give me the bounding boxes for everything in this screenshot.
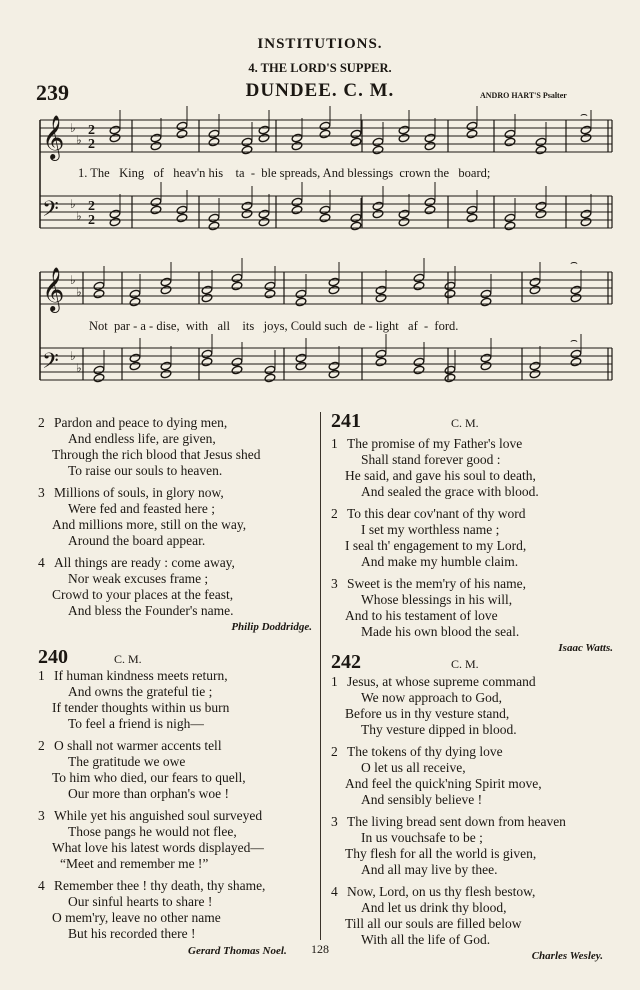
verse-3	[331, 814, 613, 878]
verse-line: I set my worthless name ;	[361, 522, 500, 537]
note-head	[264, 373, 276, 383]
note-head	[535, 137, 547, 147]
flat-sign-icon: ♭	[70, 349, 76, 363]
verse-2	[331, 744, 613, 808]
note-head	[504, 129, 516, 139]
verse-line: The gratitude we owe	[68, 754, 186, 769]
note-head	[109, 217, 121, 227]
verse-line: Our sinful hearts to share !	[68, 894, 213, 909]
note-head	[328, 361, 340, 371]
note-head	[201, 357, 213, 367]
flat-sign-icon: ♭	[76, 361, 82, 375]
hymn-241-heading	[331, 410, 611, 433]
note-head	[570, 285, 582, 295]
note-head	[231, 273, 243, 283]
verse-line: Whose blessings in his will,	[361, 592, 513, 607]
hymn-240-author: Gerard Thomas Noel.	[188, 945, 287, 957]
note-head	[93, 289, 105, 299]
verse-line: The promise of my Father's love	[347, 436, 523, 451]
note-head	[504, 221, 516, 231]
note-head	[413, 281, 425, 291]
note-head	[93, 281, 105, 291]
verse-number: 4	[38, 878, 45, 893]
note-head	[231, 357, 243, 367]
lyric-line-1: 1. The King of heav'n his ta - ble spreads, And blessings crown the board;	[78, 166, 491, 180]
verse-line: Jesus, at whose supreme command	[347, 674, 536, 689]
note-head	[129, 361, 141, 371]
hymn-241-author: Isaac Watts.	[558, 642, 613, 654]
note-head	[93, 373, 105, 383]
hymn-number-240: 240	[38, 646, 68, 668]
verse-2	[38, 738, 314, 802]
hymn-number-242: 242	[331, 651, 361, 673]
flat-sign-icon: ♭	[70, 121, 76, 135]
note-head	[291, 133, 303, 143]
note-head	[201, 349, 213, 359]
verse-line: Crowd to your places at the feast,	[52, 587, 234, 602]
verse-line: O let us all receive,	[361, 760, 466, 775]
note-head	[328, 369, 340, 379]
hymn-number-239: 239	[36, 80, 69, 105]
verse-line: Pardon and peace to dying men,	[54, 415, 228, 430]
time-signature: 2	[88, 137, 95, 152]
verse-line: If tender thoughts within us burn	[52, 700, 230, 715]
note-head	[480, 297, 492, 307]
note-head	[535, 201, 547, 211]
note-head	[241, 145, 253, 155]
note-head	[444, 289, 456, 299]
note-head	[264, 365, 276, 375]
verse-line: But his recorded there !	[68, 926, 196, 941]
verse-line: And all may live by thee.	[361, 862, 498, 877]
note-head	[150, 133, 162, 143]
verse-number: 2	[331, 506, 338, 521]
note-head	[480, 353, 492, 363]
verse-line: Our more than orphan's woe !	[68, 786, 230, 801]
verse-3	[38, 485, 314, 549]
verse-1	[331, 674, 613, 738]
page-number: 128	[311, 942, 329, 956]
verse-line: And let us drink thy blood,	[361, 900, 507, 915]
verse-line: Nor weak excuses frame ;	[68, 571, 209, 586]
verse-line: To this dear cov'nant of thy word	[347, 506, 526, 521]
verse-number: 3	[331, 576, 338, 591]
verse-1	[331, 436, 613, 500]
verse-line: Before us in thy vesture stand,	[345, 706, 510, 721]
note-head	[529, 361, 541, 371]
verse-2	[331, 506, 613, 570]
note-head	[424, 197, 436, 207]
note-head	[291, 141, 303, 151]
time-signature: 2	[88, 199, 95, 214]
note-head	[208, 221, 220, 231]
verse-1	[38, 668, 314, 732]
note-head	[319, 129, 331, 139]
note-head	[160, 361, 172, 371]
verse-line: The living bread sent down from heaven	[347, 814, 566, 829]
note-head	[350, 129, 362, 139]
note-head	[208, 129, 220, 139]
note-head	[231, 365, 243, 375]
note-head	[570, 349, 582, 359]
verse-line: Those pangs he would not flee,	[68, 824, 237, 839]
note-head	[176, 213, 188, 223]
verse-line: And to his testament of love	[345, 608, 498, 623]
note-head	[570, 293, 582, 303]
note-head	[529, 369, 541, 379]
verse-number: 1	[331, 436, 338, 451]
section-title: INSTITUTIONS.	[257, 36, 383, 52]
verse-line: Now, Lord, on us thy flesh bestow,	[347, 884, 536, 899]
note-head	[295, 289, 307, 299]
hymn-number-241: 241	[331, 410, 361, 432]
note-head	[504, 213, 516, 223]
note-head	[150, 197, 162, 207]
verse-line: And endless life, are given,	[68, 431, 216, 446]
note-head	[570, 357, 582, 367]
note-head	[291, 205, 303, 215]
note-head	[398, 209, 410, 219]
verse-line: And millions more, still on the way,	[52, 517, 247, 532]
note-head	[291, 197, 303, 207]
verse-number: 4	[38, 555, 45, 570]
note-head	[375, 285, 387, 295]
hymn-242-heading	[331, 651, 611, 674]
note-head	[93, 365, 105, 375]
verse-line: Made his own blood the seal.	[361, 624, 520, 639]
note-head	[176, 129, 188, 139]
verse-line: O shall not warmer accents tell	[54, 738, 222, 753]
note-head	[444, 373, 456, 383]
note-head	[109, 209, 121, 219]
note-head	[150, 141, 162, 151]
flat-sign-icon: ♭	[76, 285, 82, 299]
note-head	[328, 277, 340, 287]
note-head	[258, 133, 270, 143]
flat-sign-icon: ♭	[76, 133, 82, 147]
hymn-240-verses	[38, 668, 314, 959]
note-head	[424, 205, 436, 215]
verse-4	[38, 878, 314, 942]
verse-4	[38, 555, 314, 619]
verse-2	[38, 415, 314, 479]
verse-line: Through the rich blood that Jesus shed	[52, 447, 261, 462]
verse-line: O mem'ry, leave no other name	[52, 910, 221, 925]
hymn-242-meter: C. M.	[451, 657, 479, 671]
note-head	[580, 217, 592, 227]
note-head	[264, 281, 276, 291]
flat-sign-icon: ♭	[76, 209, 82, 223]
note-head	[504, 137, 516, 147]
verse-line: Were fed and feasted here ;	[68, 501, 215, 516]
note-head	[258, 209, 270, 219]
verse-line: He said, and gave his soul to death,	[345, 468, 536, 483]
note-head	[129, 353, 141, 363]
verse-line: Remember thee ! thy death, thy shame,	[54, 878, 266, 893]
verse-line: In us vouchsafe to be ;	[361, 830, 483, 845]
note-head	[129, 289, 141, 299]
note-head	[258, 125, 270, 135]
verse-line: And feel the quick'ning Spirit move,	[345, 776, 542, 791]
note-head	[424, 141, 436, 151]
verse-line: Shall stand forever good :	[361, 452, 501, 467]
note-head	[176, 205, 188, 215]
note-head	[398, 125, 410, 135]
note-head	[529, 277, 541, 287]
note-head	[580, 209, 592, 219]
verse-line: If human kindness meets return,	[54, 668, 228, 683]
treble-clef-icon: 𝄞	[42, 115, 65, 159]
verse-line: To feel a friend is nigh—	[68, 716, 204, 731]
hymn-240-heading	[38, 646, 314, 669]
hymn-240-meter: C. M.	[114, 652, 142, 666]
tune-source: ANDRO HART'S Psalter	[480, 91, 567, 100]
verse-line: I seal th' engagement to my Lord,	[345, 538, 527, 553]
note-head	[328, 285, 340, 295]
note-head	[160, 277, 172, 287]
note-head	[319, 121, 331, 131]
fermata-icon: ⌢	[580, 107, 588, 121]
note-head	[580, 125, 592, 135]
note-head	[580, 133, 592, 143]
note-head	[372, 145, 384, 155]
note-head	[109, 125, 121, 135]
verse-line: To raise our souls to heaven.	[68, 463, 223, 478]
verse-line: Millions of souls, in glory now,	[54, 485, 224, 500]
note-head	[466, 129, 478, 139]
note-head	[375, 357, 387, 367]
treble-clef-icon: 𝄞	[42, 267, 65, 311]
note-head	[424, 133, 436, 143]
verse-line: “Meet and remember me !”	[60, 856, 209, 871]
verse-line: And owns the grateful tie ;	[68, 684, 213, 699]
note-head	[319, 213, 331, 223]
note-head	[413, 273, 425, 283]
note-head	[350, 221, 362, 231]
music-notation	[40, 106, 612, 383]
verse-number: 3	[38, 808, 45, 823]
verse-4	[331, 884, 613, 948]
verse-line: Around the board appear.	[68, 533, 206, 548]
note-head	[231, 281, 243, 291]
flat-sign-icon: ♭	[70, 273, 76, 287]
verse-line: All things are ready : come away,	[54, 555, 235, 570]
verse-line: Till all our souls are filled below	[345, 916, 522, 931]
note-head	[398, 133, 410, 143]
note-head	[258, 217, 270, 227]
note-head	[413, 365, 425, 375]
column-divider	[320, 412, 321, 940]
verse-line: And bless the Founder's name.	[68, 603, 234, 618]
hymn-242-author: Charles Wesley.	[531, 950, 603, 962]
verse-line: The tokens of thy dying love	[347, 744, 503, 759]
verse-number: 1	[38, 668, 45, 683]
note-head	[375, 293, 387, 303]
hymn-241-meter: C. M.	[451, 416, 479, 430]
verse-number: 3	[331, 814, 338, 829]
verse-number: 2	[38, 415, 45, 430]
note-head	[466, 213, 478, 223]
note-head	[150, 205, 162, 215]
time-signature: 2	[88, 213, 95, 228]
verse-3	[331, 576, 613, 640]
note-head	[529, 285, 541, 295]
note-head	[208, 213, 220, 223]
note-head	[413, 357, 425, 367]
note-head	[295, 353, 307, 363]
hymn-239-author: Philip Doddridge.	[231, 621, 312, 633]
note-head	[372, 137, 384, 147]
note-head	[201, 285, 213, 295]
note-head	[466, 205, 478, 215]
note-head	[372, 209, 384, 219]
note-head	[480, 361, 492, 371]
lyric-line-2: Not par - a - dise, with all its joys, Could such de - light af - ford.	[89, 319, 459, 333]
verse-number: 1	[331, 674, 338, 689]
verse-line: Thy vesture dipped in blood.	[361, 722, 517, 737]
verse-number: 3	[38, 485, 45, 500]
verse-number: 4	[331, 884, 338, 899]
verse-line: And sensibly believe !	[361, 792, 483, 807]
note-head	[444, 281, 456, 291]
hymn-242-verses	[331, 674, 613, 964]
note-head	[350, 137, 362, 147]
tune-title: DUNDEE. C. M.	[245, 80, 395, 101]
note-head	[480, 289, 492, 299]
verse-line: With all the life of God.	[361, 932, 491, 947]
note-head	[129, 297, 141, 307]
note-head	[350, 213, 362, 223]
note-head	[109, 133, 121, 143]
hymn-239-verses	[38, 415, 314, 635]
note-head	[466, 121, 478, 131]
bass-clef-icon: 𝄢	[42, 349, 59, 379]
note-head	[160, 369, 172, 379]
note-head	[444, 365, 456, 375]
note-head	[295, 361, 307, 371]
verse-number: 2	[331, 744, 338, 759]
note-head	[372, 201, 384, 211]
note-head	[201, 293, 213, 303]
note-head	[375, 349, 387, 359]
note-head	[160, 285, 172, 295]
verse-3	[38, 808, 314, 872]
note-head	[241, 209, 253, 219]
verse-line: We now approach to God,	[361, 690, 502, 705]
verse-number: 2	[38, 738, 45, 753]
note-head	[398, 217, 410, 227]
note-head	[535, 209, 547, 219]
fermata-icon: ⌢	[570, 255, 578, 269]
flat-sign-icon: ♭	[70, 197, 76, 211]
note-head	[208, 137, 220, 147]
fermata-icon: ⌢	[570, 333, 578, 347]
note-head	[264, 289, 276, 299]
note-head	[176, 121, 188, 131]
note-head	[241, 201, 253, 211]
hymn-241-verses	[331, 436, 613, 656]
note-head	[319, 205, 331, 215]
verse-line: What love his latest words displayed—	[52, 840, 264, 855]
verse-line: To him who died, our fears to quell,	[52, 770, 246, 785]
verse-line: And make my humble claim.	[361, 554, 519, 569]
verse-line: Sweet is the mem'ry of his name,	[347, 576, 527, 591]
note-head	[241, 137, 253, 147]
bass-clef-icon: 𝄢	[42, 197, 59, 227]
note-head	[295, 297, 307, 307]
time-signature: 2	[88, 123, 95, 138]
subsection-title: 4. THE LORD'S SUPPER.	[248, 61, 392, 75]
verse-line: While yet his anguished soul surveyed	[54, 808, 263, 823]
note-head	[535, 145, 547, 155]
verse-line: Thy flesh for all the world is given,	[345, 846, 537, 861]
verse-line: And sealed the grace with blood.	[361, 484, 539, 499]
music-score	[0, 0, 640, 400]
